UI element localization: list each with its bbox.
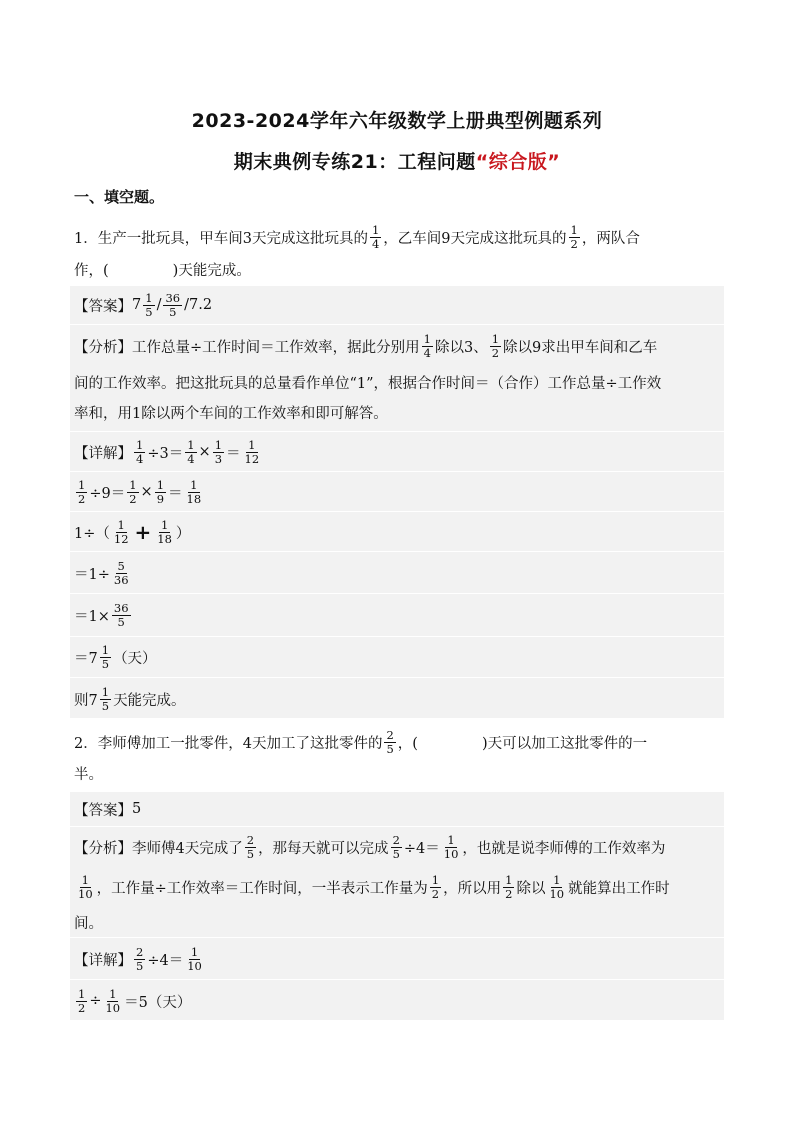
- text-segment: 1．生产一批玩具，甲车间3天完成这批玩具的: [74, 230, 368, 247]
- fraction-numerator: 1: [160, 517, 169, 532]
- fraction-denominator: 2: [505, 886, 513, 901]
- fraction-numerator: 1: [81, 872, 89, 887]
- fraction-numerator: 2: [246, 832, 255, 847]
- text-segment: 除以3、: [434, 339, 488, 356]
- row-separator: [70, 677, 724, 678]
- fraction-denominator: 5: [145, 304, 153, 319]
- text-segment: ，两队合: [581, 230, 640, 247]
- text-segment: 5: [132, 801, 142, 817]
- fraction: [503, 874, 514, 901]
- analysis-line-2: 间的工作效率。把这批玩具的总量看作单位“1”，根据合作时间＝（合作）工作总量÷工作效: [74, 375, 662, 392]
- text-segment: 天能完成。: [113, 692, 186, 709]
- fraction: [143, 292, 154, 319]
- fraction-denominator: 2: [570, 236, 578, 251]
- text-segment: ×: [198, 444, 211, 460]
- text-segment: ，所以用: [443, 880, 502, 897]
- fraction: [134, 439, 145, 466]
- fraction-denominator: 12: [244, 451, 260, 466]
- fraction-denominator: 18: [186, 491, 202, 506]
- fraction-numerator: 1: [423, 331, 431, 346]
- fraction-denominator: 10: [549, 886, 565, 901]
- row-separator: [70, 979, 724, 980]
- fraction-numerator: 1: [117, 517, 125, 532]
- text-segment: /7.2: [184, 297, 213, 313]
- fraction-denominator: 5: [392, 846, 400, 861]
- fraction: [245, 834, 256, 861]
- fraction: [422, 333, 433, 360]
- fraction: [243, 439, 262, 466]
- text-segment: ，也就是说李师傅的工作效率为: [462, 840, 666, 857]
- text-segment: ÷4＝: [147, 952, 184, 969]
- analysis-2-line-2: [74, 870, 724, 904]
- fraction-numerator: 1: [214, 437, 223, 452]
- fraction: [112, 519, 131, 546]
- subtitle-tag: “综合版”: [475, 151, 561, 173]
- fraction-numerator: 1: [156, 477, 165, 492]
- row-separator: [70, 551, 724, 552]
- page-subtitle: [0, 147, 794, 174]
- fraction-denominator: 36: [113, 572, 129, 587]
- fraction-denominator: 10: [187, 958, 202, 973]
- answer-line-2: [74, 796, 724, 822]
- fraction-denominator: 5: [386, 741, 394, 756]
- text-segment: 就能算出工作时: [568, 880, 670, 897]
- fraction-numerator: 1: [78, 986, 86, 1001]
- fraction: [430, 874, 441, 901]
- fraction: [185, 946, 204, 973]
- fraction-numerator: 1: [129, 477, 137, 492]
- fraction-denominator: 4: [371, 236, 380, 251]
- fraction-numerator: 1: [190, 944, 199, 959]
- text-segment: 除以9求出甲车间和乙车: [503, 339, 658, 356]
- fraction-denominator: 4: [423, 345, 431, 360]
- text-segment: ＝5（天）: [124, 994, 192, 1011]
- detail-line-2: [74, 476, 724, 508]
- text-segment: ×: [140, 484, 153, 500]
- row-separator: [70, 593, 724, 594]
- text-segment: 李师傅4天完成了: [132, 840, 243, 857]
- fraction-denominator: 10: [443, 846, 459, 861]
- text-segment: 1÷（: [74, 525, 110, 542]
- detail-line-1: [74, 436, 724, 468]
- fraction: [100, 686, 111, 713]
- subtitle-main: 期末典例专练21：工程问题: [233, 151, 476, 173]
- fraction: [155, 519, 174, 546]
- fraction-numerator: 1: [371, 222, 380, 237]
- fraction: [112, 560, 131, 587]
- fraction-denominator: 9: [156, 491, 165, 506]
- row-separator: [70, 431, 724, 432]
- question-2-line-1: [74, 726, 724, 758]
- fraction-numerator: 1: [248, 437, 256, 452]
- fraction-denominator: 5: [101, 698, 110, 713]
- text-segment: 工作总量÷工作时间＝工作效率，据此分别用: [132, 339, 420, 356]
- fraction-numerator: 1: [431, 872, 440, 887]
- fraction-denominator: 10: [105, 1000, 121, 1015]
- mixed-number: [132, 292, 157, 319]
- fraction-denominator: 12: [113, 531, 129, 546]
- question-1-line-2: [74, 258, 724, 280]
- text-segment: ＝: [226, 445, 241, 462]
- fraction-numerator: 5: [117, 558, 125, 573]
- text-segment: ÷9＝: [89, 485, 126, 502]
- analysis-label: 【分析】: [74, 339, 132, 356]
- detail-label: 【详解】: [74, 445, 132, 462]
- text-segment: ＝1×: [74, 608, 110, 625]
- fraction-denominator: 5: [101, 656, 110, 671]
- answer-label: 【答案】: [74, 802, 132, 819]
- fraction-denominator: 3: [214, 451, 223, 466]
- text-segment: ，那每天就可以完成: [258, 840, 389, 857]
- fraction: [134, 946, 145, 973]
- fraction-numerator: 1: [136, 437, 144, 452]
- analysis-2-line-1: [74, 830, 724, 864]
- fraction-denominator: 2: [491, 345, 500, 360]
- fraction: [384, 729, 395, 756]
- fraction-denominator: 2: [431, 886, 440, 901]
- text-segment: ）: [175, 525, 191, 542]
- detail-2-line-1: [74, 942, 724, 976]
- detail-line-6: [74, 640, 724, 674]
- text-segment: 则7: [74, 692, 98, 709]
- text-segment: ，(: [397, 735, 418, 752]
- fraction-numerator: 2: [392, 832, 400, 847]
- fraction: [213, 439, 224, 466]
- text-segment: ÷4＝: [403, 840, 440, 857]
- fraction-numerator: 1: [190, 477, 198, 492]
- fraction-numerator: 1: [109, 986, 117, 1001]
- row-separator: [70, 324, 724, 325]
- fraction-numerator: 36: [113, 600, 129, 615]
- fraction: [163, 292, 182, 319]
- fraction: [490, 333, 501, 360]
- fraction-denominator: 5: [136, 958, 144, 973]
- row-separator: [70, 471, 724, 472]
- fraction: [127, 479, 138, 506]
- fraction: [569, 224, 580, 251]
- fraction-numerator: 1: [553, 872, 561, 887]
- analysis-label: 【分析】: [74, 840, 132, 857]
- detail-line-7: [74, 682, 724, 716]
- text-segment: 作，(: [74, 262, 109, 279]
- fraction: [100, 644, 111, 671]
- fraction-denominator: 5: [117, 614, 125, 629]
- fraction: [76, 479, 87, 506]
- answer-label: 【答案】: [74, 298, 132, 315]
- fraction-numerator: 1: [447, 832, 455, 847]
- detail-line-5: [74, 598, 724, 632]
- fraction-numerator: 1: [145, 290, 153, 305]
- fraction-numerator: 1: [101, 642, 110, 657]
- section-heading: 一、填空题。: [74, 188, 165, 206]
- fraction: [442, 834, 461, 861]
- fraction: [547, 874, 566, 901]
- fraction-denominator: 5: [246, 846, 255, 861]
- fraction: [112, 602, 131, 629]
- row-separator: [70, 511, 724, 512]
- fraction-denominator: 2: [78, 491, 86, 506]
- fraction-denominator: 2: [78, 1000, 86, 1015]
- detail-2-line-2: [74, 984, 724, 1018]
- fraction-numerator: 1: [78, 477, 86, 492]
- fraction: [103, 988, 122, 1015]
- text-segment: 7: [132, 297, 142, 313]
- row-separator: [70, 937, 724, 938]
- fraction-numerator: 1: [505, 872, 513, 887]
- fraction-numerator: 1: [187, 437, 195, 452]
- fraction-numerator: 36: [165, 290, 181, 305]
- question-2-line-2: 半。: [74, 766, 103, 783]
- fraction: [76, 988, 87, 1015]
- text-segment: ，乙车间9天完成这批玩具的: [383, 230, 567, 247]
- fraction-denominator: 4: [136, 451, 144, 466]
- fraction-denominator: 18: [157, 531, 172, 546]
- fraction-denominator: 5: [169, 304, 177, 319]
- fraction: [370, 224, 381, 251]
- fraction: [391, 834, 402, 861]
- text-segment: ＝: [168, 485, 183, 502]
- fraction: [185, 439, 196, 466]
- fraction-numerator: 2: [136, 944, 144, 959]
- text-segment: /: [156, 297, 162, 313]
- fraction-numerator: 1: [570, 222, 578, 237]
- text-segment: ＝1÷: [74, 566, 110, 583]
- analysis-line-3: 率和，用1除以两个车间的工作效率和即可解答。: [74, 405, 388, 422]
- text-segment: 除以: [516, 880, 546, 897]
- text-segment: ＝7: [74, 650, 98, 667]
- analysis-line-1: [74, 330, 724, 362]
- text-segment: +: [134, 520, 152, 544]
- fraction-denominator: 2: [129, 491, 137, 506]
- fraction-numerator: 2: [386, 727, 394, 742]
- detail-line-4: [74, 556, 724, 590]
- detail-line-3: [74, 516, 724, 548]
- fraction-denominator: 10: [78, 886, 93, 901]
- text-segment: 2．李师傅加工一批零件，4天加工了这批零件的: [74, 735, 383, 752]
- text-segment: )天可以加工这批零件的一: [481, 735, 648, 752]
- text-segment: ÷: [89, 993, 102, 1009]
- text-segment: )天能完成。: [172, 262, 251, 279]
- analysis-2-line-3: 间。: [74, 915, 103, 932]
- fraction: [185, 479, 204, 506]
- answer-line-1: [74, 288, 724, 322]
- text-segment: ÷3＝: [147, 445, 184, 462]
- row-separator: [70, 636, 724, 637]
- fraction: [76, 874, 95, 901]
- row-separator: [70, 826, 724, 827]
- question-1-line-1: [74, 222, 724, 252]
- detail-label: 【详解】: [74, 952, 132, 969]
- text-segment: ，工作量÷工作效率＝工作时间，一半表示工作量为: [96, 880, 428, 897]
- fraction-numerator: 1: [101, 684, 110, 699]
- text-segment: （天）: [113, 650, 157, 667]
- fraction: [155, 479, 166, 506]
- fraction-denominator: 4: [187, 451, 195, 466]
- page-title: 2023-2024学年六年级数学上册典型例题系列: [191, 110, 603, 132]
- fraction-numerator: 1: [491, 331, 500, 346]
